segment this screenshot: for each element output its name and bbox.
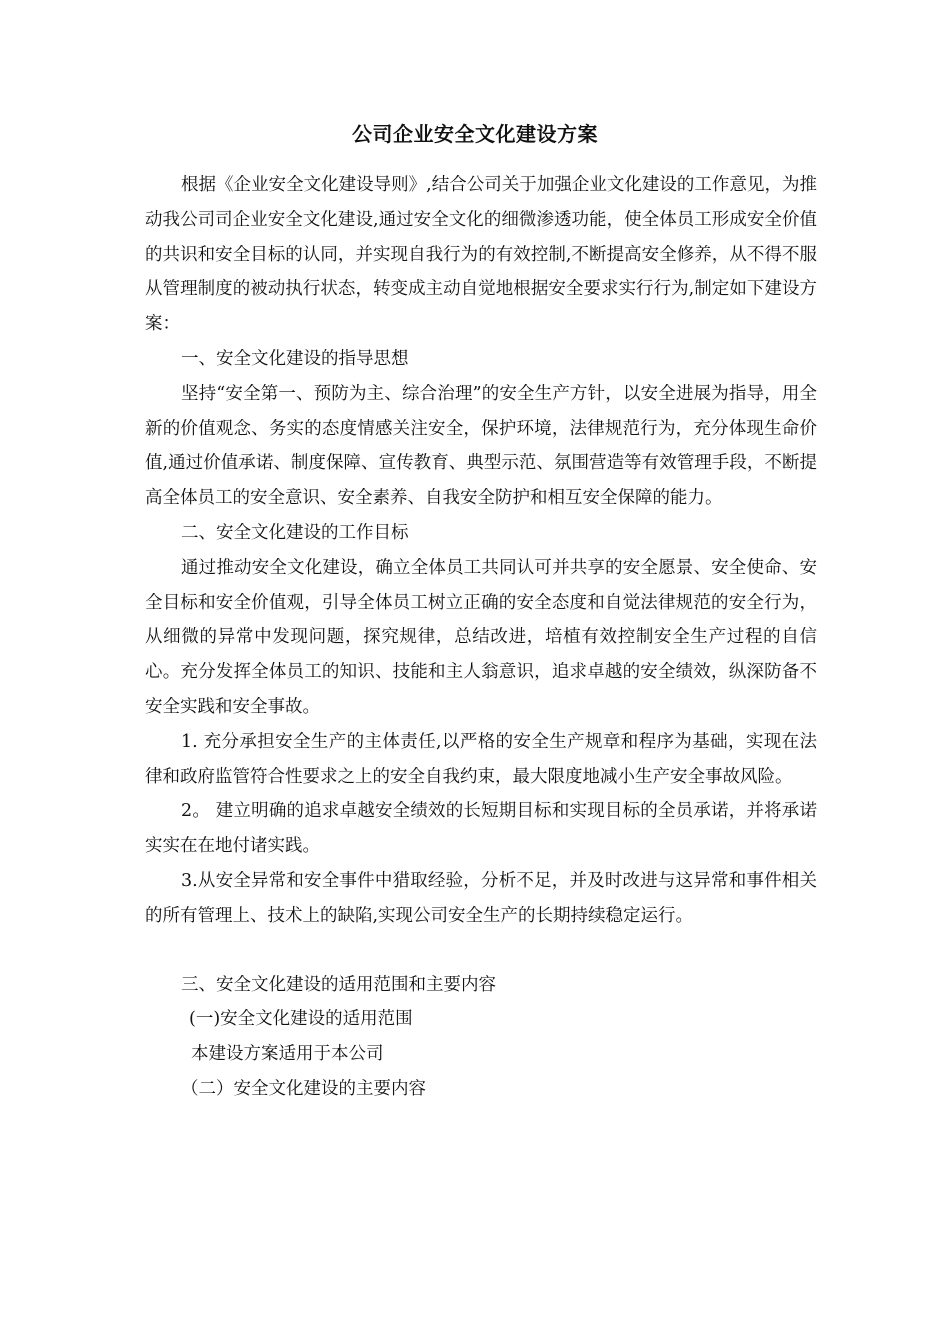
section-heading-guiding-ideology: 一、安全文化建设的指导思想 bbox=[181, 348, 409, 369]
document-title: 公司企业安全文化建设方案 bbox=[352, 122, 598, 146]
section-heading-work-goals: 二、安全文化建设的工作目标 bbox=[181, 522, 409, 543]
goal-item-3: 3.从安全异常和安全事件中猎取经验，分析不足，并及时改进与这异常和事件相关的所有管理上、技术上的缺陷,实现公司安全生产的长期持续稳定运行。 bbox=[145, 870, 817, 926]
subsection-heading-scope: (一)安全文化建设的适用范围 bbox=[189, 1009, 413, 1030]
scope-paragraph: 本建设方案适用于本公司 bbox=[191, 1044, 384, 1065]
intro-paragraph: 根据《企业安全文化建设导则》,结合公司关于加强企业文化建设的工作意见，为推动我公司司企业安全文化建设,通过安全文化的细微渗透功能，使全体员工形成安全价值的共识和安全目标的认同，并实现自我行为的有效控制,不断提高安全修养，从不得不服从管理制度的被动执行状态，转变成主动自觉地根据安全要求实行行为,制定如下建设方案： bbox=[145, 175, 817, 335]
subsection-heading-main-content: （二）安全文化建设的主要内容 bbox=[181, 1078, 426, 1099]
goal-item-2: 2。 建立明确的追求卓越安全绩效的长短期目标和实现目标的全员承诺，并将承诺实实在在地付诸实践。 bbox=[145, 801, 817, 857]
section-heading-scope-and-content: 三、安全文化建设的适用范围和主要内容 bbox=[181, 974, 496, 995]
work-goals-paragraph: 通过推动安全文化建设，确立全体员工共同认可并共享的安全愿景、安全使命、安全目标和安全价值观，引导全体员工树立正确的安全态度和自觉法律规范的安全行为，从细微的异常中发现问题，探究规律，总结改进，培植有效控制安全生产过程的自信心。充分发挥全体员工的知识、技能和主人翁意识，追求卓越的安全绩效，纵深防备不安全实践和安全事故。 bbox=[145, 557, 817, 717]
document-body bbox=[145, 168, 817, 1107]
paragraph-spacer bbox=[145, 934, 817, 968]
goal-item-1: 1. 充分承担安全生产的主体责任,以严格的安全生产规章和程序为基础，实现在法律和政府监管符合性要求之上的安全自我约束，最大限度地减小生产安全事故风险。 bbox=[145, 731, 817, 787]
guiding-ideology-paragraph: 坚持“安全第一、预防为主、综合治理”的安全生产方针，以安全进展为指导，用全新的价值观念、务实的态度情感关注安全，保护环境，法律规范行为，充分体现生命价值,通过价值承诺、制度保障、宣传教育、典型示范、氛围营造等有效管理手段，不断提高全体员工的安全意识、安全素养、自我安全防护和相互安全保障的能力。 bbox=[145, 383, 817, 509]
